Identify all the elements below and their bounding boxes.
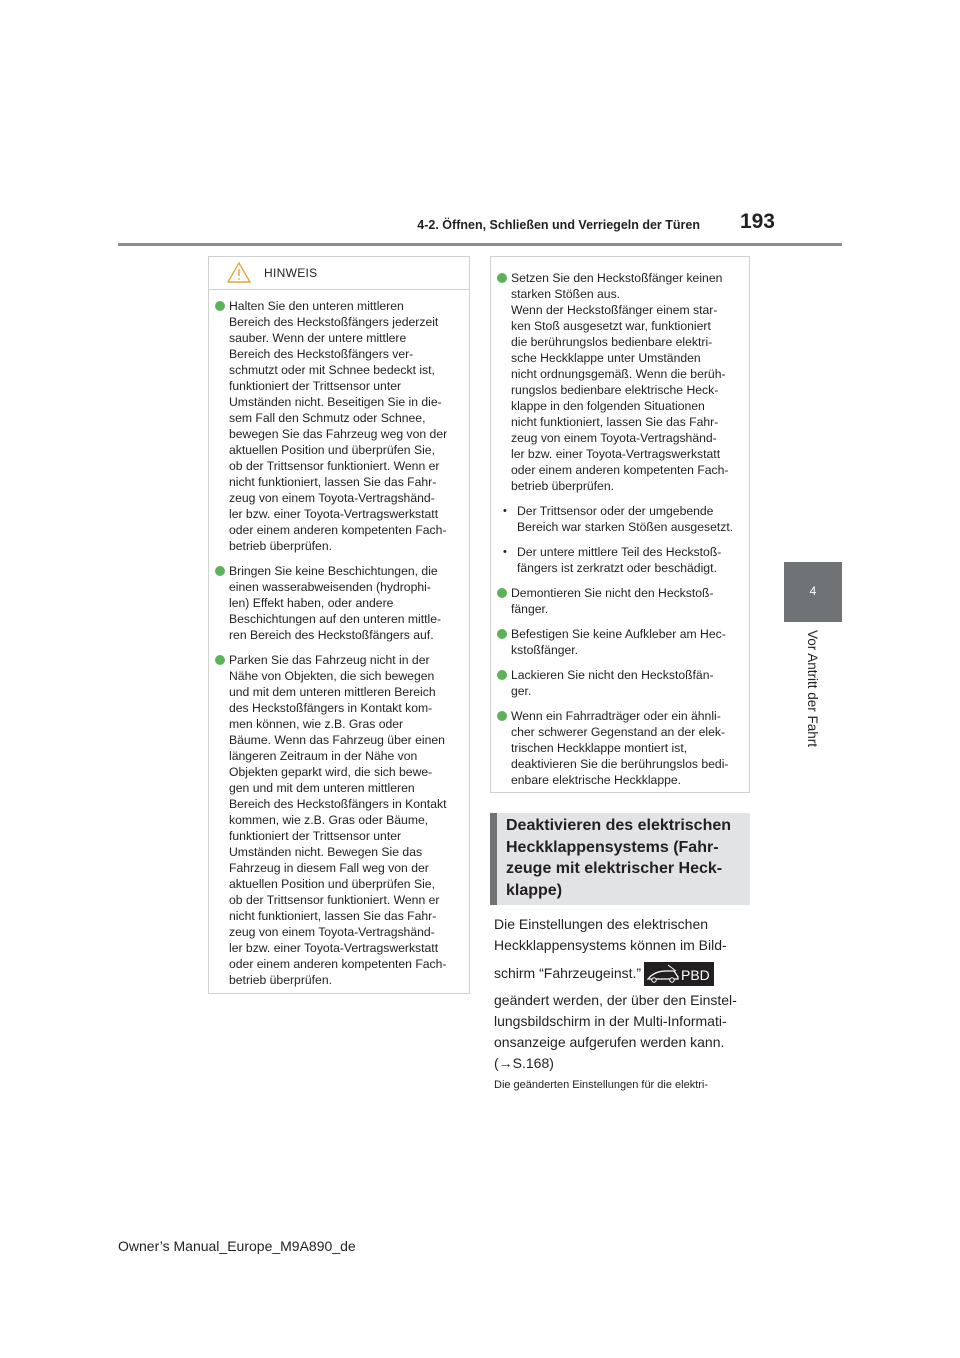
body-line: Heckklappensystems können im Bild- xyxy=(494,937,727,953)
notice-box-right xyxy=(490,256,750,793)
footer-text: Owner’s Manual_Europe_M9A890_de xyxy=(118,1238,356,1254)
page-header-title: 4-2. Öffnen, Schließen und Verriegeln der Türen xyxy=(417,218,700,232)
section-heading xyxy=(490,813,750,905)
notice-item xyxy=(497,270,739,494)
pbd-icon-label: PBD xyxy=(681,967,710,984)
notice-item xyxy=(497,626,739,658)
notice-subitem xyxy=(503,544,739,576)
chapter-side-tab xyxy=(784,562,842,622)
notice-item-text: Bringen Sie keine Beschichtungen, die einen wasserabweisenden (hydrophi- len) Effekt haben, oder andere Beschichtungen auf den unteren mittle- ren Bereich des Heckstoßfängers auf. xyxy=(229,564,442,642)
notice-right-list xyxy=(491,257,749,788)
notice-item-text: Befestigen Sie keine Aufkleber am Hec- kstoßfänger. xyxy=(511,627,726,657)
chapter-side-label: Vor Antritt der Fahrt xyxy=(805,630,820,748)
body-line-with-icon xyxy=(494,956,756,990)
notice-item-text: Parken Sie das Fahrzeug nicht in der Nähe von Objekten, die sich bewegen und mit dem unteren mittleren Bereich des Heckstoßfängers in Kontakt kom- men können, wie z.B. Gras oder Bäume. Wenn das Fahrzeug über einen längeren Zeitraum in der Nähe von Objekten geparkt wird, die sich bewe- gen und mit dem unteren mittleren Bereich des Heckstoßfängers in Kontakt kommen, wie z.B. Gras oder Bäume, funktioniert der Trittsensor unter Umständen nicht. Bewegen Sie das Fahrzeug in diesem Fall weg von der aktuellen Position und überprüfen Sie, ob der Trittsensor funktioniert. Wenn er nicht funktioniert, lassen Sie das Fahr- zeug von einem Toyota-Vertragshänd- ler bzw. einer Toyota-Vertragswerkstatt oder einem anderen kompetenten Fach- betrieb überprüfen. xyxy=(229,653,447,987)
notice-item-text: Halten Sie den unteren mittleren Bereich des Heckstoßfängers jederzeit sauber. Wenn der untere mittlere Bereich des Heckstoßfängers ver- schmutzt oder mit Schnee bedeckt ist, funktioniert der Trittsensor unter Umständen nicht. Beseitigen Sie in die- sem Fall den Schmutz oder Schnee, bewegen Sie das Fahrzeug weg von der aktuellen Position und überprüfen Sie, ob der Trittsensor funktioniert. Wenn er nicht funktioniert, lassen Sie das Fahr- zeug von einem Toyota-Vertragshänd- ler bzw. einer Toyota-Vertragswerkstatt oder einem anderen kompetenten Fach- betrieb überprüfen. xyxy=(229,299,448,553)
notice-left-list xyxy=(209,298,469,988)
body-line: geändert werden, der über den Einstel- xyxy=(494,992,737,1008)
notice-header xyxy=(209,257,469,290)
page-reference: (→S.168) xyxy=(494,1055,554,1071)
section-body xyxy=(494,914,756,1074)
footnote-text: Die geänderten Einstellungen für die elektri- xyxy=(494,1079,709,1091)
body-line: onsanzeige aufgerufen werden kann. xyxy=(494,1034,725,1050)
notice-item xyxy=(497,667,739,699)
notice-item xyxy=(215,298,459,554)
body-line: Die Einstellungen des elektrischen xyxy=(494,916,709,932)
car-pbd-icon xyxy=(644,962,714,986)
notice-heading: HINWEIS xyxy=(264,266,318,280)
body-line: lungsbildschirm in der Multi-Informati- xyxy=(494,1013,727,1029)
notice-item xyxy=(497,585,739,617)
notice-item xyxy=(215,652,459,988)
notice-subitem-text: Der Trittsensor oder der umgebende Bereich war starken Stößen ausgesetzt. xyxy=(517,504,734,534)
header-rule xyxy=(118,243,842,246)
notice-box-left xyxy=(208,256,470,994)
notice-item xyxy=(497,708,739,788)
notice-item-text: Wenn ein Fahrradträger oder ein ähnli- cher schwerer Gegenstand an der elek- trischen Heckklappe montiert ist, deaktivieren Sie die berührungslos bedi- enbare elektrische Heckklappe. xyxy=(511,709,729,787)
warning-triangle-icon xyxy=(227,261,251,283)
section-heading-text: Deaktivieren des elektrischen Heckklappensystems (Fahr- zeuge mit elektrischer Heck- klappe) xyxy=(506,817,732,899)
notice-subitem-text: Der untere mittlere Teil des Heckstoß- fängers ist zerkratzt oder beschädigt. xyxy=(517,545,722,575)
chapter-side-tab-number: 4 xyxy=(809,584,817,598)
notice-item-text: Setzen Sie den Heckstoßfänger keinen starken Stößen aus. Wenn der Heckstoßfänger einem star- ken Stoß ausgesetzt war, funktioniert die berührungslos bedienbare elektri- sche Heckklappe unter Umständen nicht ordnungsgemäß. Wenn die berüh- rungslos bedienbare elektrische Heck- klappe in den folgenden Situationen nicht funktioniert, lassen Sie das Fahr- zeug von einem Toyota-Vertragshänd- ler bzw. einer Toyota-Vertragswerkstatt oder einem anderen kompetenten Fach- betrieb überprüfen. xyxy=(511,271,729,493)
notice-item-text: Lackieren Sie nicht den Heckstoßfän- ger. xyxy=(511,668,714,698)
notice-item xyxy=(215,563,459,643)
notice-item-text: Demontieren Sie nicht den Heckstoß- fänger. xyxy=(511,586,714,616)
body-line-text: schirm “Fahrzeugeinst.” xyxy=(494,965,642,981)
notice-subitem xyxy=(503,503,739,535)
page-number: 193 xyxy=(739,210,775,233)
